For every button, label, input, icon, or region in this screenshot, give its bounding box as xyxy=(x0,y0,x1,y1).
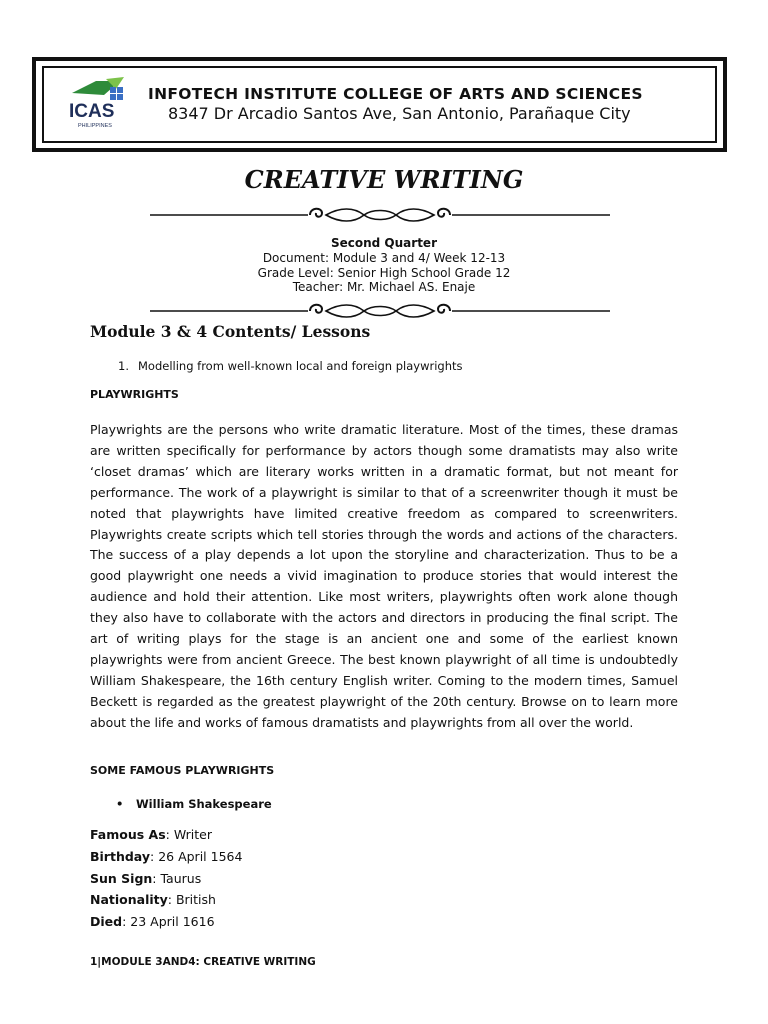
school-logo xyxy=(66,75,136,131)
quarter-label: Second Quarter xyxy=(330,236,437,250)
fact-row: Birthday: 26 April 1564 xyxy=(90,848,243,864)
meta-quarter xyxy=(0,236,768,251)
school-name: INFOTECH INSTITUTE COLLEGE OF ARTS AND SCIENCES xyxy=(148,85,643,103)
bullet-item xyxy=(116,797,272,811)
fact-row: Nationality: British xyxy=(90,892,216,908)
fact-value: 26 April 1564 xyxy=(158,848,243,864)
facts-list xyxy=(90,824,242,933)
fact-value: Taurus xyxy=(160,870,202,886)
fact-value: British xyxy=(175,892,216,908)
bullet-text: William Shakespeare xyxy=(136,797,272,811)
fact-row: Famous As: Writer xyxy=(90,827,213,842)
bullet-dot-icon: • xyxy=(116,797,124,811)
section-heading: Module 3 & 4 Contents/ Lessons xyxy=(90,322,371,341)
fact-row: Sun Sign: Taurus xyxy=(90,870,202,886)
fact-label: Sun Sign xyxy=(90,870,153,886)
list-item-text: Modelling from well-known local and foreign playwrights xyxy=(138,359,463,373)
fact-label: Famous As xyxy=(90,827,166,842)
logo-subtext: PHILIPPINES xyxy=(78,123,112,129)
fact-value: 23 April 1616 xyxy=(130,914,215,930)
meta-teacher: Teacher: Mr. Michael AS. Enaje xyxy=(292,280,476,294)
list-item xyxy=(118,359,463,373)
meta-document: Document: Module 3 and 4/ Week 12-13 xyxy=(262,251,506,265)
playwrights-paragraph: Playwrights are the persons who write dramatic literature. Most of the times, these dramas are written specifically for performance by actors though some dramatists may also write ‘closet dramas’ which are literary works written in a dramatic format, but not meant for performance. The work of a playwright is similar to that of a screenwriter though it must be noted that playwrights have limited creative freedom as compared to screenwriters. Playwrights create scripts which tell stories through the words and actions of the characters. The success of a play depends a lot upon the storyline and characterization. Thus to be a good playwright one needs a vivid imagination to produce stories that would interest the audience and hold their attention. Like most writers, playwrights often work alone though they also have to collaborate with the actors and directors in producing the final script. The art of writing plays for the stage is an ancient one and some of the earliest known playwrights were from ancient Greece. The best known playwright of all time is undoubtedly William Shakespeare, the 16th century English writer. Coming to the modern times, Samuel Beckett is regarded as the greatest playwright of the 20th century. Browse on to learn more about the life and works of famous dramatists and playwrights from all over the world. xyxy=(90,422,678,730)
list-number: 1. xyxy=(118,359,129,373)
famous-playwrights-heading: SOME FAMOUS PLAYWRIGHTS xyxy=(90,764,275,777)
fact-value: Writer xyxy=(173,827,213,842)
header-box xyxy=(32,57,727,152)
ornamental-divider-bottom xyxy=(150,300,610,322)
page-footer: 1|MODULE 3AND4: CREATIVE WRITING xyxy=(90,956,316,968)
logo-text: ICAS xyxy=(69,101,115,122)
fact-label: Nationality xyxy=(90,892,168,908)
fact-row: Died: 23 April 1616 xyxy=(90,914,215,930)
school-address: 8347 Dr Arcadio Santos Ave, San Antonio, Parañaque City xyxy=(168,104,631,123)
meta-grade: Grade Level: Senior High School Grade 12 xyxy=(257,266,511,280)
fact-label: Died xyxy=(90,914,123,930)
fact-label: Birthday xyxy=(90,848,150,864)
playwrights-heading: PLAYWRIGHTS xyxy=(90,388,179,401)
document-title: CREATIVE WRITING xyxy=(244,165,524,194)
ornamental-divider-top xyxy=(150,204,610,226)
